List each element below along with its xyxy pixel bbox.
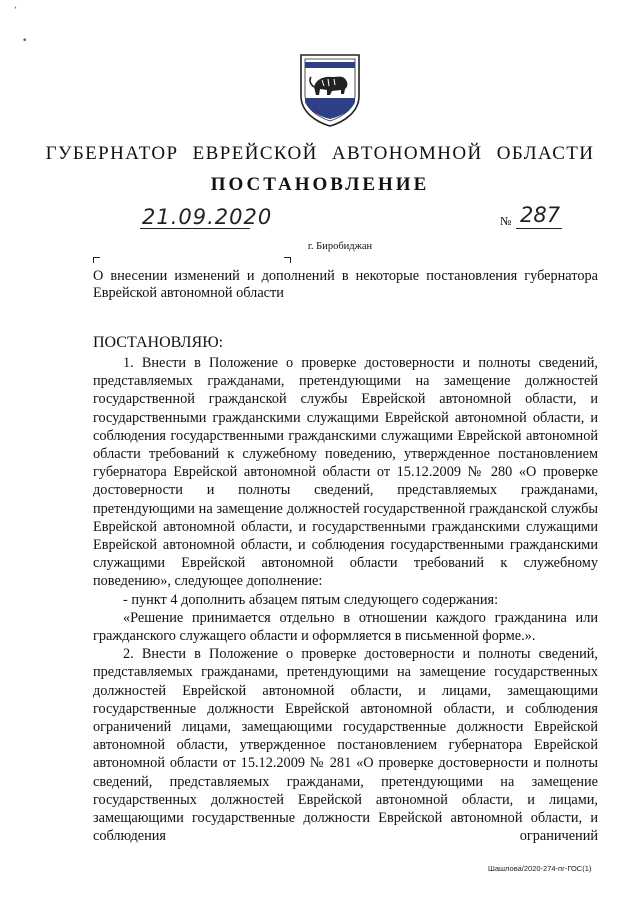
document-number: 287 [520,203,561,227]
date-underline [140,228,250,229]
number-underline [516,228,562,229]
resolve-heading: ПОСТАНОВЛЯЮ: [93,334,224,351]
paragraph: 2. Внести в Положение о проверке достоверности и полноты сведений, представляемых гражданами, претендующими на замещение государственных должностей Еврейской автономной области, и лицами, замещающими государственные должности Еврейской автономной области, и соблюдения ограничений лицами, замещающими государственные должности Еврейской автономной области, утвержденное постановлением губернатора Еврейской автономной области от 15.12.2009 № 281 «О проверке достоверности и полноты сведений, представляемых гражданами, претендующими на замещение государственных должностей Еврейской автономной области, и лицами, замещающими государственные должности Еврейской автономной области, и соблюдения ограничений [93,646,598,845]
issuer-title: ГУБЕРНАТОР ЕВРЕЙСКОЙ АВТОНОМНОЙ ОБЛАСТИ [45,143,595,164]
document-date: 21.09.2020 [142,205,273,229]
footer-code: Шашлова/2020-274-пг-ГОС(1) [488,864,592,873]
city: г. Биробиджан [307,241,373,252]
scan-mark: • [22,36,28,46]
number-prefix: № [500,214,512,228]
bracket-right [284,257,291,263]
scan-mark: ʻ [14,6,17,16]
paragraph: «Решение принимается отдельно в отношении каждого гражданина или гражданского служащего области и оформляется в письменной форме.». [93,609,598,645]
coat-of-arms-icon [298,52,362,128]
paragraph: - пункт 4 дополнить абзацем пятым следующего содержания: [123,591,499,608]
document-type: ПОСТАНОВЛЕНИЕ [210,174,430,195]
document-body [93,354,598,845]
bracket-left [93,257,100,263]
paragraph: 1. Внести в Положение о проверке достоверности и полноты сведений, представляемых гражданами, претендующими на замещение должностей государственной гражданской службы Еврейской автономной области, и государственными гражданскими служащими Еврейской автономной области, и соблюдения государственными гражданскими служащими Еврейской автономной области требований к служебному поведению, утвержденное постановлением губернатора Еврейской автономной области от 15.12.2009 № 280 «О проверке достоверности и полноты сведений, представляемых гражданами, претендующими на замещение должностей государственной гражданской службы Еврейской автономной области, и государственными гражданскими служащими Еврейской автономной области, и соблюдения государственными гражданскими служащими Еврейской автономной области требований к служебному поведению», следующее дополнение: [93,355,598,590]
document-subject: О внесении изменений и дополнений в некоторые постановления губернатора Еврейской автономной области [93,268,598,301]
